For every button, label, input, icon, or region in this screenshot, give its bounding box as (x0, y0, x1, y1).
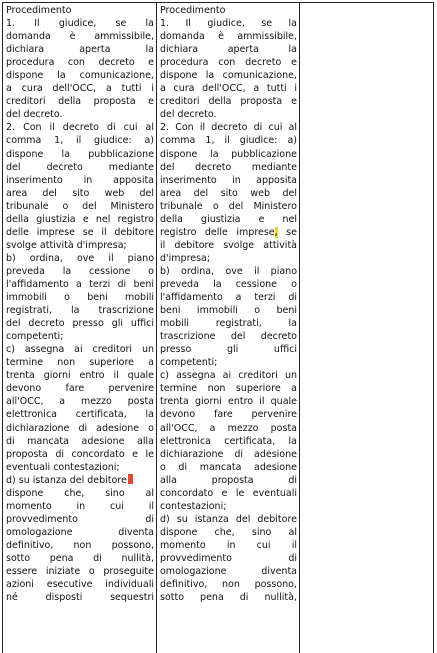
text-line: devono fare pervenire (160, 409, 297, 421)
text-line: del decreto mediante (6, 161, 154, 173)
column-body (160, 17, 297, 604)
text-line: concordato e le eventuali (160, 487, 297, 499)
column-amended-text (160, 4, 297, 604)
text-line: preveda la cessione o (160, 278, 297, 290)
text-line: inserimento in apposita (6, 174, 154, 186)
text-line: comma 1, il giudice: a) (160, 135, 297, 147)
text-line: il debitore svolge attività (160, 239, 297, 251)
text-line: provvedimento di (6, 513, 154, 525)
column-divider-2 (299, 3, 300, 653)
text-line: della giustizia e nel registro (6, 213, 154, 225)
text-line: azioni esecutive individuali (6, 579, 154, 591)
text-line: del decreto. (6, 109, 63, 121)
text-line: 2. Con il decreto di cui al (160, 122, 297, 134)
text-line: omologazione diventa (160, 566, 297, 578)
text-line: dispone la pubblicazione (160, 148, 297, 160)
column-header: Procedimento (160, 5, 226, 16)
text-line (160, 226, 297, 239)
edit-marker (128, 474, 133, 484)
text-line: b) ordina, ove il piano (160, 265, 297, 277)
comparison-table (2, 2, 434, 653)
column-divider-3 (433, 3, 434, 653)
text-line: dispone che, sino al (160, 526, 297, 538)
text-line: competenti; (6, 331, 64, 343)
text-line: dichiara aperta la (6, 44, 154, 56)
text-line: area del sito web del (6, 187, 154, 199)
text-line: dispone la comunicazione, (160, 70, 297, 82)
text-line: o di mancata adesione (160, 461, 297, 473)
text-line: sotto pena di nullità, (160, 592, 297, 604)
text-line: creditori della proposta e (6, 96, 154, 108)
text-line: l'affidamento a terzi di beni (6, 278, 154, 290)
text-line: comma 1, il giudice: a) (6, 135, 154, 147)
text-line: domanda è ammissibile, (160, 31, 297, 43)
text-line: creditori della proposta e (160, 96, 297, 108)
text-line: immobili o beni mobili (6, 292, 154, 304)
text-line: d) su istanza del debitore (160, 513, 297, 525)
text-line: devono fare pervenire (6, 383, 154, 395)
text-fragment: se (277, 226, 297, 238)
text-line: termine non superiore a (6, 357, 154, 369)
text-line: d'impresa; (160, 252, 211, 264)
text-line: a cura dell'OCC, a tutti i (6, 83, 154, 95)
text-line: essere iniziate o proseguite (6, 566, 154, 578)
text-line: omologazione diventa (6, 526, 154, 538)
text-line: dispone la pubblicazione (6, 148, 154, 160)
column-divider-1 (156, 3, 157, 653)
text-line: tribunale o del Ministero (160, 200, 297, 212)
text-line: trascrizione del decreto (160, 331, 297, 343)
text-line: dichiara aperta la (160, 44, 297, 56)
text-line: 1. Il giudice, se la (6, 18, 154, 30)
text-line: procedura con decreto e (6, 57, 154, 69)
text-line: 1. Il giudice, se la (160, 18, 297, 30)
text-line: svolge attività d'impresa; (6, 239, 127, 251)
text-line: di mancata adesione alla (6, 435, 154, 447)
text-line: beni immobili o beni (160, 305, 297, 317)
text-line: area del sito web del (160, 187, 297, 199)
text-line: del decreto mediante (160, 161, 297, 173)
text-line: dichiarazione di adesione o (6, 422, 154, 434)
text-line: all'OCC, a mezzo posta (160, 422, 297, 434)
text-line: preveda la cessione o (6, 265, 154, 277)
text-line: dispone che, sino al (6, 487, 154, 499)
text-line: inserimento in apposita (160, 174, 297, 186)
text-line: procedura con decreto e (160, 57, 297, 69)
text-line: trenta giorni entro il quale (6, 370, 154, 382)
text-line: dispone la comunicazione, (6, 70, 154, 82)
text-line: domanda è ammissibile, (6, 31, 154, 43)
text-line: presso gli uffici (160, 344, 297, 356)
text-line: elettronica certificata, la (6, 409, 154, 421)
text-line: eventuali contestazioni; (6, 461, 120, 473)
text-line: termine non superiore a (160, 383, 297, 395)
text-line: mobili registrati, la (160, 318, 297, 330)
text-line: b) ordina, ove il piano (6, 252, 154, 264)
text-line: alla proposta di (160, 474, 297, 486)
text-line: proposta di concordato e le (6, 448, 154, 460)
text-line: delle imprese se il debitore (6, 226, 154, 238)
text-line: provvedimento di (160, 552, 297, 564)
text-line: registrati, la trascrizione (6, 305, 154, 317)
text-line: dichiarazione di adesione (160, 448, 297, 460)
text-line: c) assegna ai creditori un (6, 344, 154, 356)
highlighted-comma: , (274, 226, 278, 238)
text-line: c) assegna ai creditori un (160, 370, 297, 382)
text-line (6, 474, 154, 487)
column-body (6, 17, 154, 604)
text-line: all'OCC, a mezzo posta (6, 396, 154, 408)
text-line: momento in cui il (6, 500, 154, 512)
text-line: trenta giorni entro il quale (160, 396, 297, 408)
text-line: a cura dell'OCC, a tutti i (160, 83, 297, 95)
text-line: l'affidamento a terzi di (160, 292, 297, 304)
text-line: definitivo, non possono, (160, 579, 297, 591)
column-header: Procedimento (6, 5, 72, 16)
text-line: né disposti sequestri (6, 592, 154, 604)
text-fragment: registro delle imprese (160, 226, 275, 238)
text-line: momento in cui il (160, 539, 297, 551)
text-line: elettronica certificata, la (160, 435, 297, 447)
text-line: definitivo, non possono, (6, 539, 154, 551)
text-line-content: d) su istanza del debitore (6, 474, 127, 486)
text-line: contestazioni; (160, 500, 227, 512)
text-line: sotto pena di nullità, (6, 552, 154, 564)
text-line: tribunale o del Ministero (6, 200, 154, 212)
text-line: del decreto. (160, 109, 217, 121)
column-original-text (6, 4, 154, 604)
text-line: della giustizia e nel (160, 213, 297, 225)
text-line: competenti; (160, 357, 218, 369)
text-line: del decreto presso gli uffici (6, 318, 154, 330)
text-line: 2. Con il decreto di cui al (6, 122, 154, 134)
